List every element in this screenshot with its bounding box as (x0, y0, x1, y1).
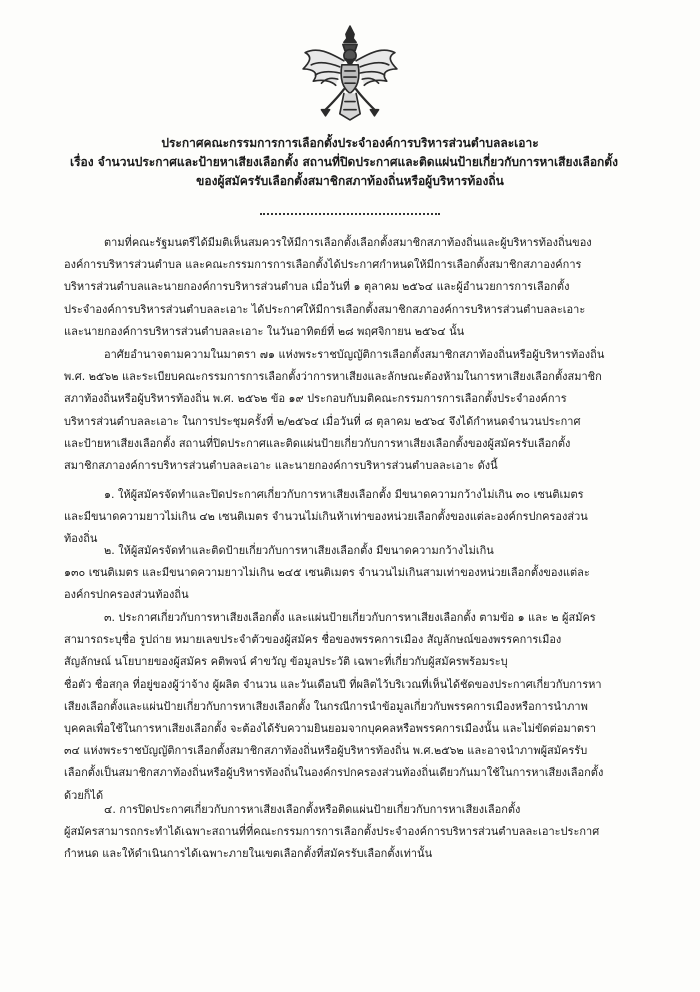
clause-3 (64, 607, 640, 807)
text-line: ๒. ให้ผู้สมัครจัดทำและติดป้ายเกี่ยวกับการหาเสียงเลือกตั้ง มีขนาดความกว้างไม่เกิน (104, 544, 494, 557)
text-line: สภาท้องถิ่นหรือผู้บริหารท้องถิ่น พ.ศ. ๒๕๖๒ ข้อ ๑๙ ประกอบกับมติคณะกรรมการการเลือกตั้งประจำองค์การ (64, 392, 567, 406)
clause-4 (64, 799, 640, 866)
text-line: องค์กรปกครองส่วนท้องถิ่น (64, 588, 189, 602)
text-line: ท้องถิ่น (64, 532, 98, 546)
text-line: องค์การบริหารส่วนตำบล และคณะกรรมการการเลือกตั้งได้ประกาศกำหนดให้มีการเลือกตั้งสมาชิกสภาองค์การ (64, 258, 582, 272)
text-line: ๑. ให้ผู้สมัครจัดทำและปิดประกาศเกี่ยวกับการหาเสียงเลือกตั้ง มีขนาดความกว้างไม่เกิน ๓๐ เซนติเมตร (104, 488, 584, 501)
text-line: เลือกตั้งเป็นสมาชิกสภาท้องถิ่นหรือผู้บริหารท้องถิ่นในองค์กรปกครองส่วนท้องถิ่นเดียวกันมาใช้ในการหาเสียงเลือกตั้ง (64, 766, 604, 780)
text-line: กำหนด และให้ดำเนินการได้เฉพาะภายในเขตเลือกตั้งที่สมัครรับเลือกตั้งเท่านั้น (64, 847, 433, 861)
text-line: ตามที่คณะรัฐมนตรีได้มีมติเห็นสมควรให้มีการเลือกตั้งเลือกตั้งสมาชิกสภาท้องถิ่นและผู้บริหารท้องถิ่นของ (104, 236, 592, 249)
text-line: ด้วยก็ได้ (64, 788, 104, 802)
text-line: ๔. การปิดประกาศเกี่ยวกับการหาเสียงเลือกตั้งหรือติดแผ่นป้ายเกี่ยวกับการหาเสียงเลือกตั้ง (104, 803, 521, 816)
text-line: ประจำองค์การบริหารส่วนตำบลละเอาะ ได้ประกาศให้มีการเลือกตั้งสมาชิกสภาองค์การบริหารส่วนตำบลละเอาะ (64, 302, 586, 316)
paragraph-legal-basis (64, 344, 640, 477)
text-line: สามารถระบุชื่อ รูปถ่าย หมายเลขประจำตัวของผู้สมัคร ชื่อของพรรคการเมือง สัญลักษณ์ของพรรคการเมือง (64, 633, 562, 647)
text-line: บริหารส่วนตำบลและนายกองค์การบริหารส่วนตำบล เมื่อวันที่ ๑ ตุลาคม ๒๕๖๔ และผู้อำนวยการการเลือกตั้ง (64, 280, 570, 294)
text-line: พ.ศ. ๒๕๖๒ และระเบียบคณะกรรมการการเลือกตั้งว่าการหาเสียงและลักษณะต้องห้ามในการหาเสียงเลือกตั้งสมาชิก (64, 370, 602, 384)
text-line: สัญลักษณ์ นโยบายของผู้สมัคร คติพจน์ คำขวัญ ข้อมูลประวัติ เฉพาะที่เกี่ยวกับผู้สมัครพร้อมระบุ (64, 655, 508, 669)
title-line-3: ของผู้สมัครรับเลือกตั้งสมาชิกสภาท้องถิ่นหรือผู้บริหารท้องถิ่น (196, 174, 504, 188)
text-line: บริหารส่วนตำบลละเอาะ ในการประชุมครั้งที่ ๒/๒๕๖๔ เมื่อวันที่ ๘ ตุลาคม ๒๕๖๔ จึงได้กำหนดจำนวนประกาศ (64, 414, 581, 428)
text-line: และนายกองค์การบริหารส่วนตำบลละเอาะ ในวันอาทิตย์ที่ ๒๘ พฤศจิกายน ๒๕๖๔ นั้น (64, 324, 465, 338)
title-separator (260, 213, 440, 215)
text-line: และป้ายหาเสียงเลือกตั้ง สถานที่ปิดประกาศและติดแผ่นป้ายเกี่ยวกับการหาเสียงเลือกตั้งของผู้สมัครรับเลือกตั้ง (64, 436, 571, 450)
text-line: บุคคลเพื่อใช้ในการหาเสียงเลือกตั้ง จะต้องได้รับความยินยอมจากบุคคลหรือพรรคการเมืองนั้น และไม่ขัดต่อมาตรา (64, 721, 597, 735)
text-line: และมีขนาดความยาวไม่เกิน ๔๒ เซนติเมตร จำนวนไม่เกินห้าเท่าของหน่วยเลือกตั้งของแต่ละองค์กรปกครองส่วน (64, 510, 588, 524)
text-line: อาศัยอำนาจตามความในมาตรา ๗๑ แห่งพระราชบัญญัติการเลือกตั้งสมาชิกสภาท้องถิ่นหรือผู้บริหารท้องถิ่น (104, 348, 605, 361)
text-line: ผู้สมัครสามารถกระทำได้เฉพาะสถานที่ที่คณะกรรมการการเลือกตั้งประจำองค์การบริหารส่วนตำบลละเอาะประกาศ (64, 825, 600, 839)
clause-2 (64, 540, 640, 607)
text-line: ๓. ประกาศเกี่ยวกับการหาเสียงเลือกตั้ง และแผ่นป้ายเกี่ยวกับการหาเสียงเลือกตั้ง ตามข้อ ๑ และ ๒ ผู้สมัคร (104, 611, 596, 624)
title-line-1: ประกาศคณะกรรมการการเลือกตั้งประจำองค์การบริหารส่วนตำบลละเอาะ (161, 136, 539, 150)
text-line: เสียงเลือกตั้งและแผ่นป้ายเกี่ยวกับการหาเสียงเลือกตั้ง ในกรณีการนำข้อมูลเกี่ยวกับพรรคการเมืองหรือการนำภาพ (64, 699, 588, 713)
paragraph-background (64, 232, 640, 343)
announcement-title (40, 134, 660, 191)
text-line: สมาชิกสภาองค์การบริหารส่วนตำบลละเอาะ และนายกองค์การบริหารส่วนตำบลละเอาะ ดังนี้ (64, 458, 498, 472)
text-line: ๓๔ แห่งพระราชบัญญัติการเลือกตั้งสมาชิกสภาท้องถิ่นหรือผู้บริหารท้องถิ่น พ.ศ.๒๕๖๒ และอาจนำภาพผู้สมัครรับ (64, 744, 588, 758)
text-line: ๑๓๐ เซนติเมตร และมีขนาดความยาวไม่เกิน ๒๔๕ เซนติเมตร จำนวนไม่เกินสามเท่าของหน่วยเลือกตั้งของแต่ละ (64, 566, 590, 580)
text-line: ชื่อตัว ชื่อสกุล ที่อยู่ของผู้ว่าจ้าง ผู้ผลิต จำนวน และวันเดือนปี ที่ผลิตไว้บริเวณที่เห็นได้ชัดของประกาศเกี่ยวกับการหา (64, 677, 602, 691)
garuda-emblem-icon (299, 22, 401, 124)
title-line-2: เรื่อง จำนวนประกาศและป้ายหาเสียงเลือกตั้ง สถานที่ปิดประกาศและติดแผ่นป้ายเกี่ยวกับการหาเสียงเลือกตั้ง (70, 155, 618, 169)
